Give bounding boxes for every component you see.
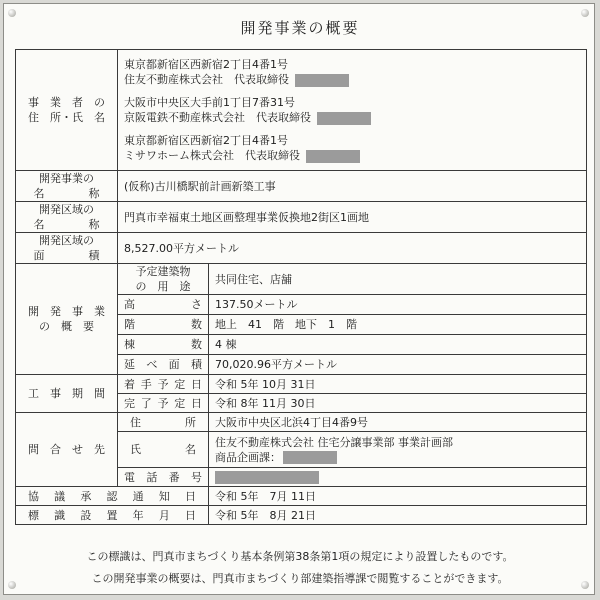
developer-row: [16, 50, 587, 171]
contact-name-line1: 住友不動産株式会社 住宅分譲事業部 事業計画部: [215, 435, 453, 449]
contact-name-line2-wrap: [215, 450, 580, 465]
outline-height-value: 137.50メートル: [209, 295, 587, 315]
redaction-bar: [317, 112, 371, 125]
outline-floor-area-value: 70,020.96平方メートル: [209, 355, 587, 375]
note-line: この開発事業の概要は、門真市まちづくり部建築指導課で閲覧することができます。: [91, 572, 509, 585]
schedule-start-value: 令和 5年 10月 31日: [209, 375, 587, 394]
project-table: [15, 49, 587, 525]
contact-name-cell: [209, 432, 587, 468]
outline-buildings-label: 棟数: [118, 335, 209, 355]
developer-cell: [118, 50, 587, 171]
developer-entry: [124, 91, 580, 129]
area-size-label: [16, 233, 118, 264]
outline-use-label: [118, 264, 209, 295]
outline-floors-label: 階数: [118, 315, 209, 335]
outline-use-label-line1: 予定建築物: [135, 265, 191, 278]
project-name-value: (仮称)古川橋駅前計画新築工事: [118, 171, 587, 202]
contact-address-value: 大阪市中央区北浜4丁目4番9号: [209, 413, 587, 432]
schedule-label: 工 事 期 間: [16, 375, 118, 413]
sign-date-label: 標識設置年月日: [16, 506, 209, 525]
sign-date-row: [16, 506, 587, 525]
area-location-value: 門真市幸福東土地区画整理事業仮換地2街区1画地: [118, 202, 587, 233]
schedule-end-label: 完了予定日: [118, 394, 209, 413]
redaction-bar: [295, 74, 349, 87]
developer-address: 東京都新宿区西新宿2丁目4番1号: [124, 134, 288, 147]
contact-name-label: 氏 名: [118, 432, 209, 468]
sign-date-value: 令和 5年 8月 21日: [209, 506, 587, 525]
contact-phone-value: [209, 468, 587, 487]
project-name-row: [16, 171, 587, 202]
developer-name-line: [124, 72, 580, 87]
outline-label-line2: の 概 要: [39, 320, 94, 333]
outline-use-value: 共同住宅、店舗: [209, 264, 587, 295]
contact-address-label: 住 所: [118, 413, 209, 432]
outline-use-label-line2: の 用 途: [135, 280, 191, 293]
area-size-row: [16, 233, 587, 264]
redaction-bar: [283, 451, 337, 464]
outline-floors-value: 地上 41 階 地下 1 階: [209, 315, 587, 335]
notes: [4, 546, 596, 590]
developer-name-line: [124, 110, 580, 125]
developer-name: ミサワホーム株式会社 代表取締役: [124, 149, 300, 162]
contact-name-line2: 商品企画課：: [215, 450, 281, 464]
contact-row-address: [16, 413, 587, 432]
developer-entry: [124, 53, 580, 91]
schedule-end-value: 令和 8年 11月 30日: [209, 394, 587, 413]
schedule-start-label: 着手予定日: [118, 375, 209, 394]
area-size-value: 8,527.00平方メートル: [118, 233, 587, 264]
developer-name: 住友不動産株式会社 代表取締役: [124, 73, 289, 86]
developer-label-line2: 住 所・氏 名: [28, 111, 105, 124]
consultation-value: 令和 5年 7月 11日: [209, 487, 587, 506]
outline-label: [16, 264, 118, 375]
outline-row-use: [16, 264, 587, 295]
developer-entry: [124, 129, 580, 167]
redaction-bar: [306, 150, 360, 163]
outline-floor-area-label: 延べ面積: [118, 355, 209, 375]
project-name-label-line2: 名 称: [33, 187, 100, 200]
consultation-row: [16, 487, 587, 506]
consultation-label: 協議承認通知日: [16, 487, 209, 506]
developer-name-line: [124, 148, 580, 163]
screw-top-right: [581, 9, 589, 17]
area-location-row: [16, 202, 587, 233]
redaction-bar: [215, 471, 319, 484]
outline-buildings-value: 4 棟: [209, 335, 587, 355]
developer-label: [16, 50, 118, 171]
developer-label-line1: 事 業 者 の: [28, 96, 105, 109]
contact-phone-label: 電話番号: [118, 468, 209, 487]
screw-top-left: [8, 9, 16, 17]
area-size-label-line1: 開発区域の: [39, 234, 94, 247]
developer-address: 大阪市中央区大手前1丁目7番31号: [124, 96, 295, 109]
project-name-label: [16, 171, 118, 202]
contact-label: 問 合 せ 先: [16, 413, 118, 487]
page-title: 開発事業の概要: [240, 19, 360, 37]
outline-label-line1: 開 発 事 業: [28, 305, 105, 318]
note-line: この標識は、門真市まちづくり基本条例第38条第1項の規定により設置したものです。: [86, 550, 514, 563]
developer-address: 東京都新宿区西新宿2丁目4番1号: [124, 58, 288, 71]
schedule-row-start: [16, 375, 587, 394]
sign-board: [3, 3, 595, 595]
area-location-label-line2: 名 称: [33, 218, 100, 231]
developer-name: 京阪電鉄不動産株式会社 代表取締役: [124, 111, 311, 124]
area-location-label: [16, 202, 118, 233]
area-size-label-line2: 面 積: [33, 249, 100, 262]
project-name-label-line1: 開発事業の: [39, 172, 94, 185]
area-location-label-line1: 開発区域の: [39, 203, 94, 216]
outline-height-label: 高さ: [118, 295, 209, 315]
